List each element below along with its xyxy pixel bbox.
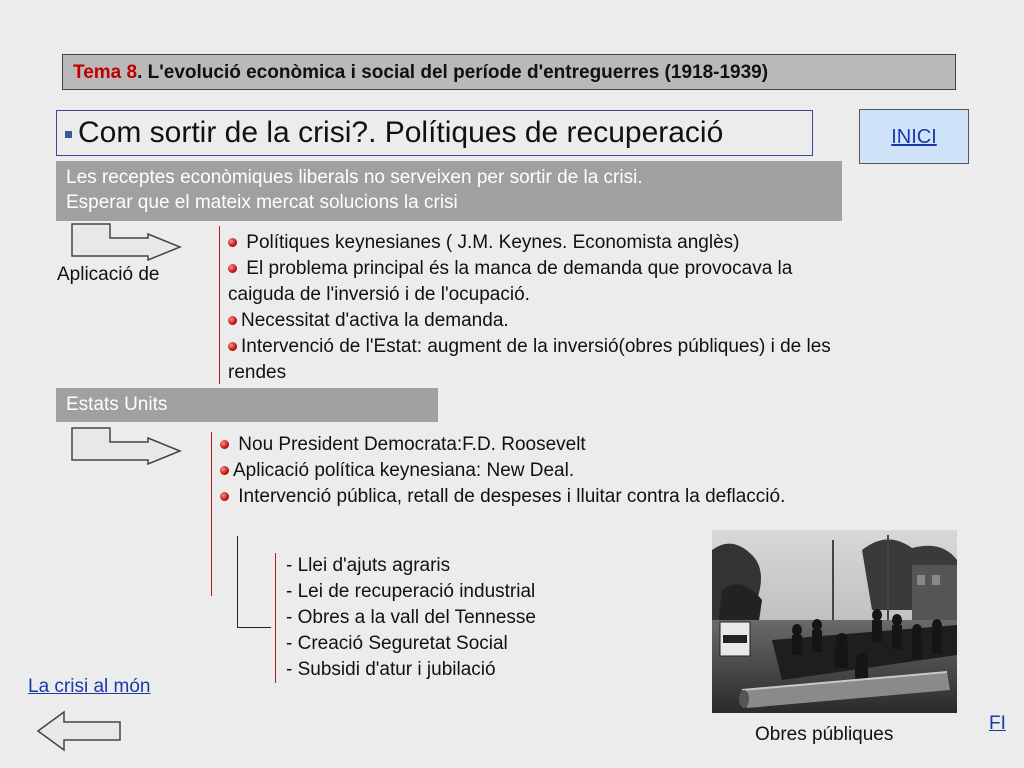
list-item: - Lei de recuperació industrial <box>286 581 536 602</box>
topic-banner <box>62 54 956 90</box>
list-item-continuation: caiguda de l'inversió i de l'ocupació. <box>228 284 530 305</box>
divider-line <box>219 226 220 384</box>
crisi-mon-link-wrap[interactable] <box>28 676 151 698</box>
liberal-line-1: Les receptes econòmiques liberals no serveixen per sortir de la crisi. <box>66 167 643 188</box>
slide-title-text: Com sortir de la crisi?. Polítiques de recuperació <box>78 116 724 149</box>
right-arrow-icon <box>70 222 182 262</box>
list-item: - Creació Seguretat Social <box>286 633 508 654</box>
red-ball-bullet-icon <box>228 238 237 247</box>
red-ball-bullet-icon <box>228 342 237 351</box>
list-item: - Llei d'ajuts agraris <box>286 555 451 576</box>
end-link-wrap[interactable] <box>989 713 1006 735</box>
home-link[interactable]: INICI <box>891 126 937 148</box>
liberal-recipes-box <box>56 161 842 221</box>
back-arrow-button[interactable] <box>36 710 122 757</box>
right-arrow-icon <box>70 426 182 466</box>
end-link[interactable]: FI <box>989 713 1006 734</box>
photo-caption: Obres públiques <box>755 724 894 745</box>
keynes-list <box>228 230 968 386</box>
crisi-mon-link[interactable]: La crisi al món <box>28 676 151 697</box>
list-item: Aplicació política keynesiana: New Deal. <box>220 458 960 484</box>
red-ball-bullet-icon <box>220 466 229 475</box>
slide-title <box>56 110 813 156</box>
connector-line <box>237 627 271 628</box>
square-bullet-icon <box>65 131 72 138</box>
red-ball-bullet-icon <box>220 492 229 501</box>
list-item: Polítiques keynesianes ( J.M. Keynes. Economista anglès) <box>228 230 968 256</box>
red-ball-bullet-icon <box>220 440 229 449</box>
list-item: - Subsidi d'atur i jubilació <box>286 659 496 680</box>
home-button[interactable] <box>859 109 969 164</box>
topic-title: . L'evolució econòmica i social del període d'entreguerres (1918-1939) <box>137 62 769 83</box>
topic-number: Tema 8 <box>73 62 138 83</box>
red-ball-bullet-icon <box>228 316 237 325</box>
list-item: - Obres a la vall del Tennesse <box>286 607 536 628</box>
red-ball-bullet-icon <box>228 264 237 273</box>
usa-list <box>220 432 960 510</box>
list-item: Intervenció de l'Estat: augment de la inversió(obres públiques) i de les <box>228 334 968 360</box>
aplicacio-label: Aplicació de <box>57 264 160 285</box>
divider-line <box>275 553 276 683</box>
divider-line <box>211 432 212 596</box>
list-item: Necessitat d'activa la demanda. <box>228 308 968 334</box>
list-item-continuation: rendes <box>228 362 287 383</box>
new-deal-measures-list <box>286 553 686 683</box>
public-works-photo <box>712 530 957 713</box>
connector-line <box>237 536 238 628</box>
liberal-line-2: Esperar que el mateix mercat solucions la crisi <box>66 192 458 213</box>
left-arrow-icon <box>36 710 122 752</box>
usa-section-box: Estats Units <box>56 388 438 422</box>
list-item: Nou President Democrata:F.D. Roosevelt <box>220 432 960 458</box>
list-item: El problema principal és la manca de demanda que provocava la <box>228 256 968 282</box>
list-item: Intervenció pública, retall de despeses i lluitar contra la deflacció. <box>220 484 960 510</box>
